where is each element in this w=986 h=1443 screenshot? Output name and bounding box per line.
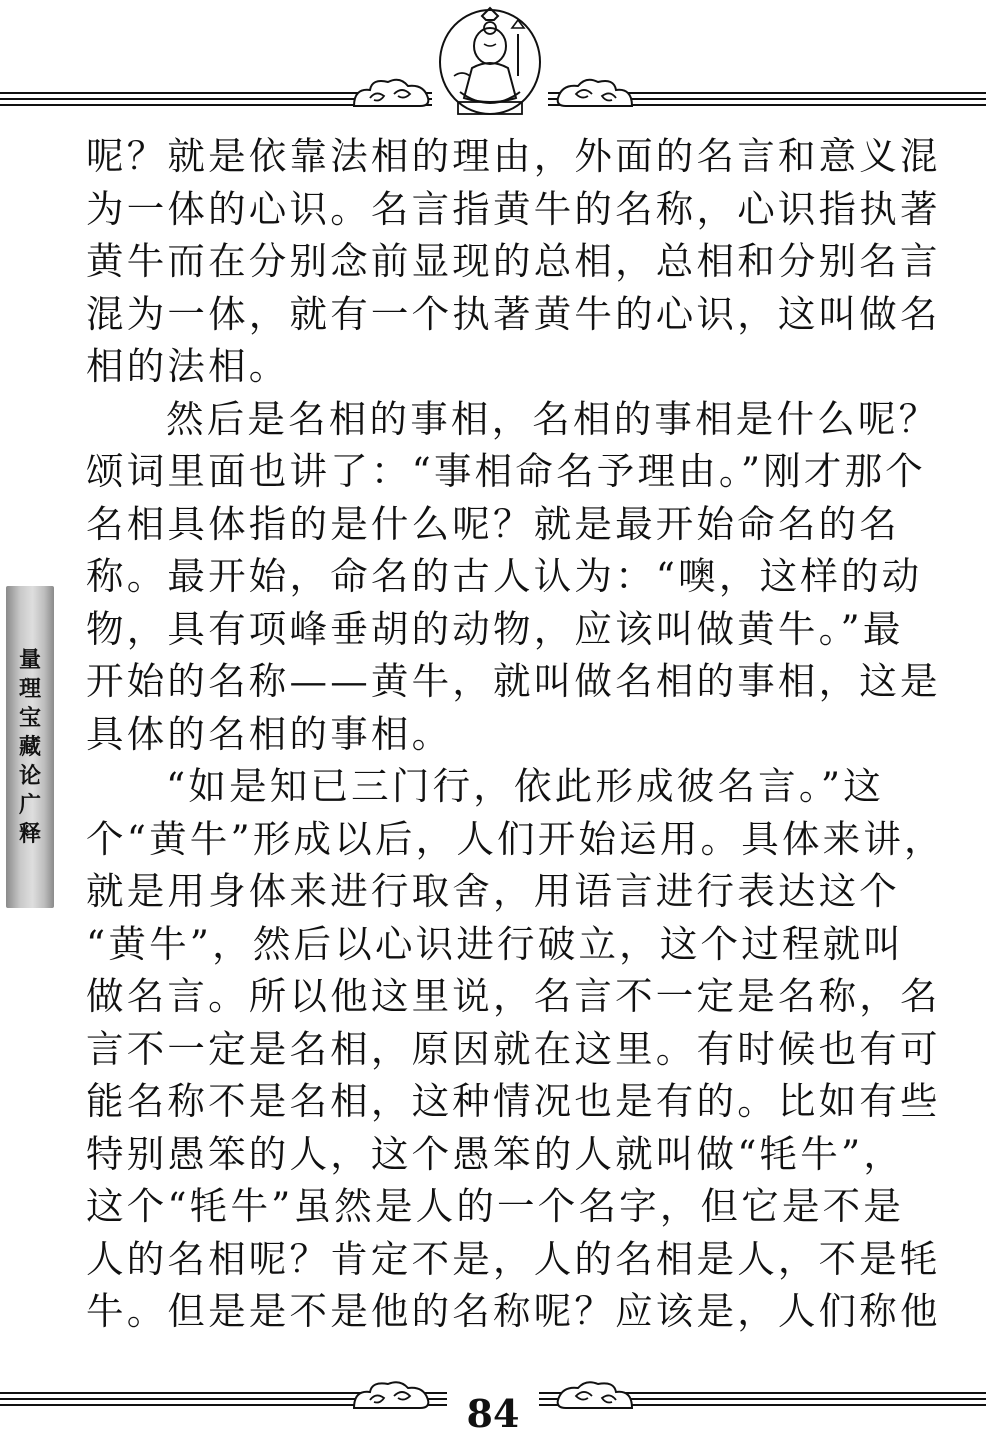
cloud-ornament-icon: [554, 76, 636, 110]
cloud-ornament-icon: [350, 76, 432, 110]
text-line: 人的名相呢？肯定不是，人的名相是人，不是牦: [86, 1236, 941, 1281]
text-line: 特别愚笨的人，这个愚笨的人就叫做“牦牛”，: [86, 1131, 905, 1176]
text-line: 称。最开始，命名的古人认为：“噢，这样的动: [86, 554, 923, 598]
text-line: 相的法相。: [86, 344, 290, 388]
side-tab-char: 量: [18, 646, 41, 673]
side-tab-char: 藏: [18, 733, 41, 760]
text-line: 就是用身体来进行取舍，用语言进行表达这个: [86, 869, 900, 913]
text-line: 名相具体指的是什么呢？就是最开始命名的名: [86, 501, 900, 546]
page-number-text: 84: [447, 1391, 540, 1436]
text-line: 牛。但是是不是他的名称呢？应该是，人们称他: [86, 1289, 941, 1333]
text-line: 然后是名相的事相，名相的事相是什么呢？: [166, 396, 940, 441]
text-line: 混为一体，就有一个执著黄牛的心识，这叫做名: [86, 291, 941, 336]
page-number: [0, 1390, 986, 1438]
side-tab-char: 释: [18, 820, 41, 847]
body-text: [86, 130, 945, 1338]
text-line: 这个“牦牛”虽然是人的一个名字，但它是不是: [86, 1184, 905, 1228]
text-line: 颂词里面也讲了：“事相命名予理由。”刚才那个: [86, 449, 926, 493]
text-line: 开始的名称——黄牛，就叫做名相的事相，这是: [86, 659, 941, 703]
text-line: 言不一定是名相，原因就在这里。有时候也有可: [86, 1026, 941, 1071]
text-line: 个“黄牛”形成以后，人们开始运用。具体来讲，: [86, 816, 945, 861]
deity-figure-icon: [432, 6, 548, 116]
text-line: 做名言。所以他这里说，名言不一定是名称，名: [86, 974, 941, 1018]
text-line: 物，具有项峰垂胡的动物，应该叫做黄牛。”最: [86, 606, 904, 651]
side-tab-char: 宝: [18, 704, 41, 731]
text-line: 具体的名相的事相。: [86, 711, 453, 756]
side-tab-char: 论: [18, 762, 41, 789]
side-tab-char: 理: [18, 675, 41, 702]
text-line: 能名称不是名相，这种情况也是有的。比如有些: [86, 1079, 941, 1123]
text-line: 呢？就是依靠法相的理由，外面的名言和意义混: [86, 134, 941, 178]
side-tab-book-title: [6, 586, 54, 908]
text-line: 黄牛而在分别念前显现的总相，总相和分别名言: [86, 239, 941, 283]
side-tab-char: 广: [18, 791, 41, 818]
text-line: “黄牛”，然后以心识进行破立，这个过程就叫: [86, 921, 905, 966]
text-line: 为一体的心识。名言指黄牛的名称，心识指执著: [86, 186, 941, 231]
text-line: “如是知已三门行，依此形成彼名言。”这: [166, 764, 884, 808]
